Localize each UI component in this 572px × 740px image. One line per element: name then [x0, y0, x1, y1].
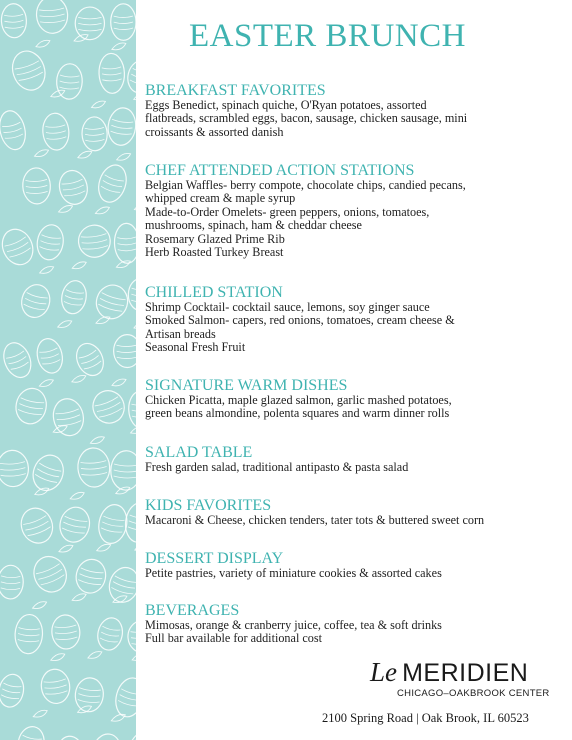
section-title: SALAD TABLE	[145, 444, 253, 461]
menu-line: Made-to-Order Omelets- green peppers, onions, tomatoes,	[145, 204, 430, 219]
leaf-motif	[91, 101, 105, 108]
leaf-motif	[33, 710, 47, 717]
logo-wordmark	[370, 657, 570, 688]
leaf-motif	[35, 150, 49, 157]
decorative-egg-pattern	[0, 0, 136, 740]
egg-motif	[0, 672, 26, 709]
egg-motif	[35, 223, 66, 262]
leaf-motif	[39, 380, 53, 387]
section-title: CHEF ATTENDED ACTION STATIONS	[145, 162, 415, 179]
egg-motif	[22, 167, 51, 204]
section-breakfast-favorites	[145, 82, 467, 139]
menu-line: Artisan breads	[145, 326, 216, 341]
leaf-motif	[36, 40, 50, 47]
egg-motif	[74, 676, 106, 713]
egg-motif	[92, 281, 131, 322]
egg-motif	[18, 282, 53, 321]
menu-line: Eggs Benedict, spinach quiche, O'Ryan potatoes, assorted	[145, 98, 427, 112]
egg-motif	[56, 63, 83, 99]
leaf-motif	[135, 544, 136, 551]
egg-motif	[0, 449, 30, 487]
leaf-motif	[72, 594, 86, 601]
egg-motif	[28, 551, 71, 597]
section-kids-favorites	[145, 497, 484, 527]
menu-line: Shrimp Cocktail- cocktail sauce, lemons, soy ginger sauce	[145, 300, 430, 314]
menu-line: Fresh garden salad, traditional antipasto & pasta salad	[145, 460, 409, 474]
egg-motif	[34, 336, 66, 376]
logo-subtitle: CHICAGO–OAKBROOK CENTER	[397, 688, 550, 699]
leaf-motif	[72, 375, 86, 382]
menu-line: Macaroni & Cheese, chicken tenders, tater tots & buttered sweet corn	[145, 513, 485, 527]
egg-motif	[75, 7, 104, 40]
egg-motif	[35, 0, 69, 34]
egg-motif	[112, 675, 136, 720]
egg-motif	[81, 116, 108, 151]
section-title: DESSERT DISPLAY	[145, 550, 284, 567]
leaf-motif	[59, 545, 73, 552]
section-beverages	[145, 602, 442, 646]
leaf-motif	[90, 437, 104, 444]
section-title: BREAKFAST FAVORITES	[145, 82, 326, 99]
egg-motif	[95, 616, 125, 653]
section-signature-warm-dishes	[145, 377, 452, 421]
egg-motif	[73, 557, 109, 596]
egg-motif	[41, 112, 70, 151]
section-chef-stations	[145, 162, 466, 259]
egg-motif	[88, 386, 129, 428]
egg-motif	[55, 734, 86, 740]
leaf-motif	[134, 203, 136, 210]
leaf-motif	[95, 207, 109, 214]
leaf-motif	[131, 427, 136, 434]
egg-motif	[39, 667, 72, 705]
leaf-motif	[117, 153, 131, 160]
egg-motif	[13, 386, 50, 427]
menu-line: flatbreads, scrambled eggs, bacon, sausage, chicken sausage, mini	[145, 111, 468, 126]
leaf-motif	[51, 654, 65, 661]
egg-motif	[114, 223, 136, 264]
page-title: EASTER BRUNCH	[189, 18, 466, 54]
egg-motif	[14, 614, 44, 655]
leaf-motif	[112, 43, 126, 50]
menu-line: Herb Roasted Turkey Breast	[145, 245, 284, 260]
leaf-motif	[88, 652, 102, 659]
egg-motif	[113, 334, 136, 367]
egg-motif	[123, 501, 136, 544]
leaf-motif	[112, 379, 126, 386]
venue-address: 2100 Spring Road | Oak Brook, IL 60523	[322, 711, 529, 725]
section-title: BEVERAGES	[145, 602, 240, 619]
egg-motif	[98, 53, 125, 94]
menu-line: Seasonal Fresh Fruit	[145, 340, 246, 355]
menu-line: Mimosas, orange & cranberry juice, coffee, tea & soft drinks	[145, 618, 442, 632]
egg-motif	[111, 4, 136, 41]
egg-motif	[7, 47, 50, 95]
egg-motif	[0, 339, 36, 382]
menu-line: mushrooms, spinach, ham & cheddar cheese	[145, 218, 362, 233]
egg-motif	[15, 724, 47, 740]
leaf-motif	[59, 205, 73, 212]
leaf-motif	[33, 602, 47, 609]
egg-motif	[0, 224, 38, 269]
egg-motif	[77, 223, 112, 259]
egg-motif	[105, 564, 136, 606]
section-title: CHILLED STATION	[145, 284, 283, 301]
leaf-motif	[78, 151, 92, 158]
menu-line: Rosemary Glazed Prime Rib	[145, 231, 285, 246]
egg-motif	[72, 339, 109, 380]
leaf-motif	[40, 267, 54, 274]
logo-meridien: MERIDIEN	[402, 659, 529, 687]
menu-line: croissants & assorted danish	[145, 124, 284, 139]
menu-line: green beans almondine, polenta squares and warm dinner rolls	[145, 406, 450, 421]
egg-motif	[128, 391, 136, 429]
egg-pattern-graphic	[0, 0, 136, 740]
section-chilled-station	[145, 284, 455, 355]
egg-motif	[124, 57, 136, 96]
menu-line: Full bar available for additional cost	[145, 631, 323, 646]
egg-motif	[16, 504, 57, 548]
leaf-motif	[74, 35, 88, 42]
section-dessert-display	[145, 550, 442, 580]
egg-motif	[56, 168, 91, 207]
leaf-motif	[134, 93, 136, 100]
egg-motif	[127, 619, 136, 654]
logo-le: Le	[370, 657, 397, 687]
egg-motif	[110, 450, 136, 490]
egg-motif	[94, 161, 131, 205]
section-salad-table	[145, 444, 408, 474]
egg-motif	[77, 447, 112, 488]
le-meridien-logo	[370, 657, 570, 699]
egg-motif	[89, 732, 124, 740]
egg-motif	[51, 614, 82, 650]
egg-motif	[1, 3, 28, 38]
section-title: KIDS FAVORITES	[145, 497, 272, 514]
egg-motif	[0, 565, 24, 599]
menu-line: Belgian Waffles- berry compote, chocolate chips, candied pecans,	[145, 178, 466, 192]
section-title: SIGNATURE WARM DISHES	[145, 377, 348, 394]
menu-line: Chicken Picatta, maple glazed salmon, garlic mashed potatoes,	[145, 393, 452, 407]
egg-motif	[106, 106, 136, 147]
egg-motif	[59, 279, 89, 316]
leaf-motif	[58, 321, 72, 328]
menu-line: whipped cream & maple syrup	[145, 191, 296, 206]
egg-motif	[57, 504, 93, 545]
egg-motif	[50, 396, 87, 438]
egg-motif	[128, 278, 136, 311]
menu-line: Smoked Salmon- capers, red onions, tomatoes, cream cheese &	[145, 313, 455, 328]
leaf-motif	[72, 262, 86, 269]
leaf-motif	[97, 544, 111, 551]
leaf-motif	[134, 322, 136, 329]
leaf-motif	[132, 654, 136, 661]
egg-motif	[123, 727, 136, 740]
leaf-motif	[70, 492, 84, 499]
egg-motif	[0, 108, 29, 152]
menu-line: Petite pastries, variety of miniature cookies & assorted cakes	[145, 566, 442, 580]
